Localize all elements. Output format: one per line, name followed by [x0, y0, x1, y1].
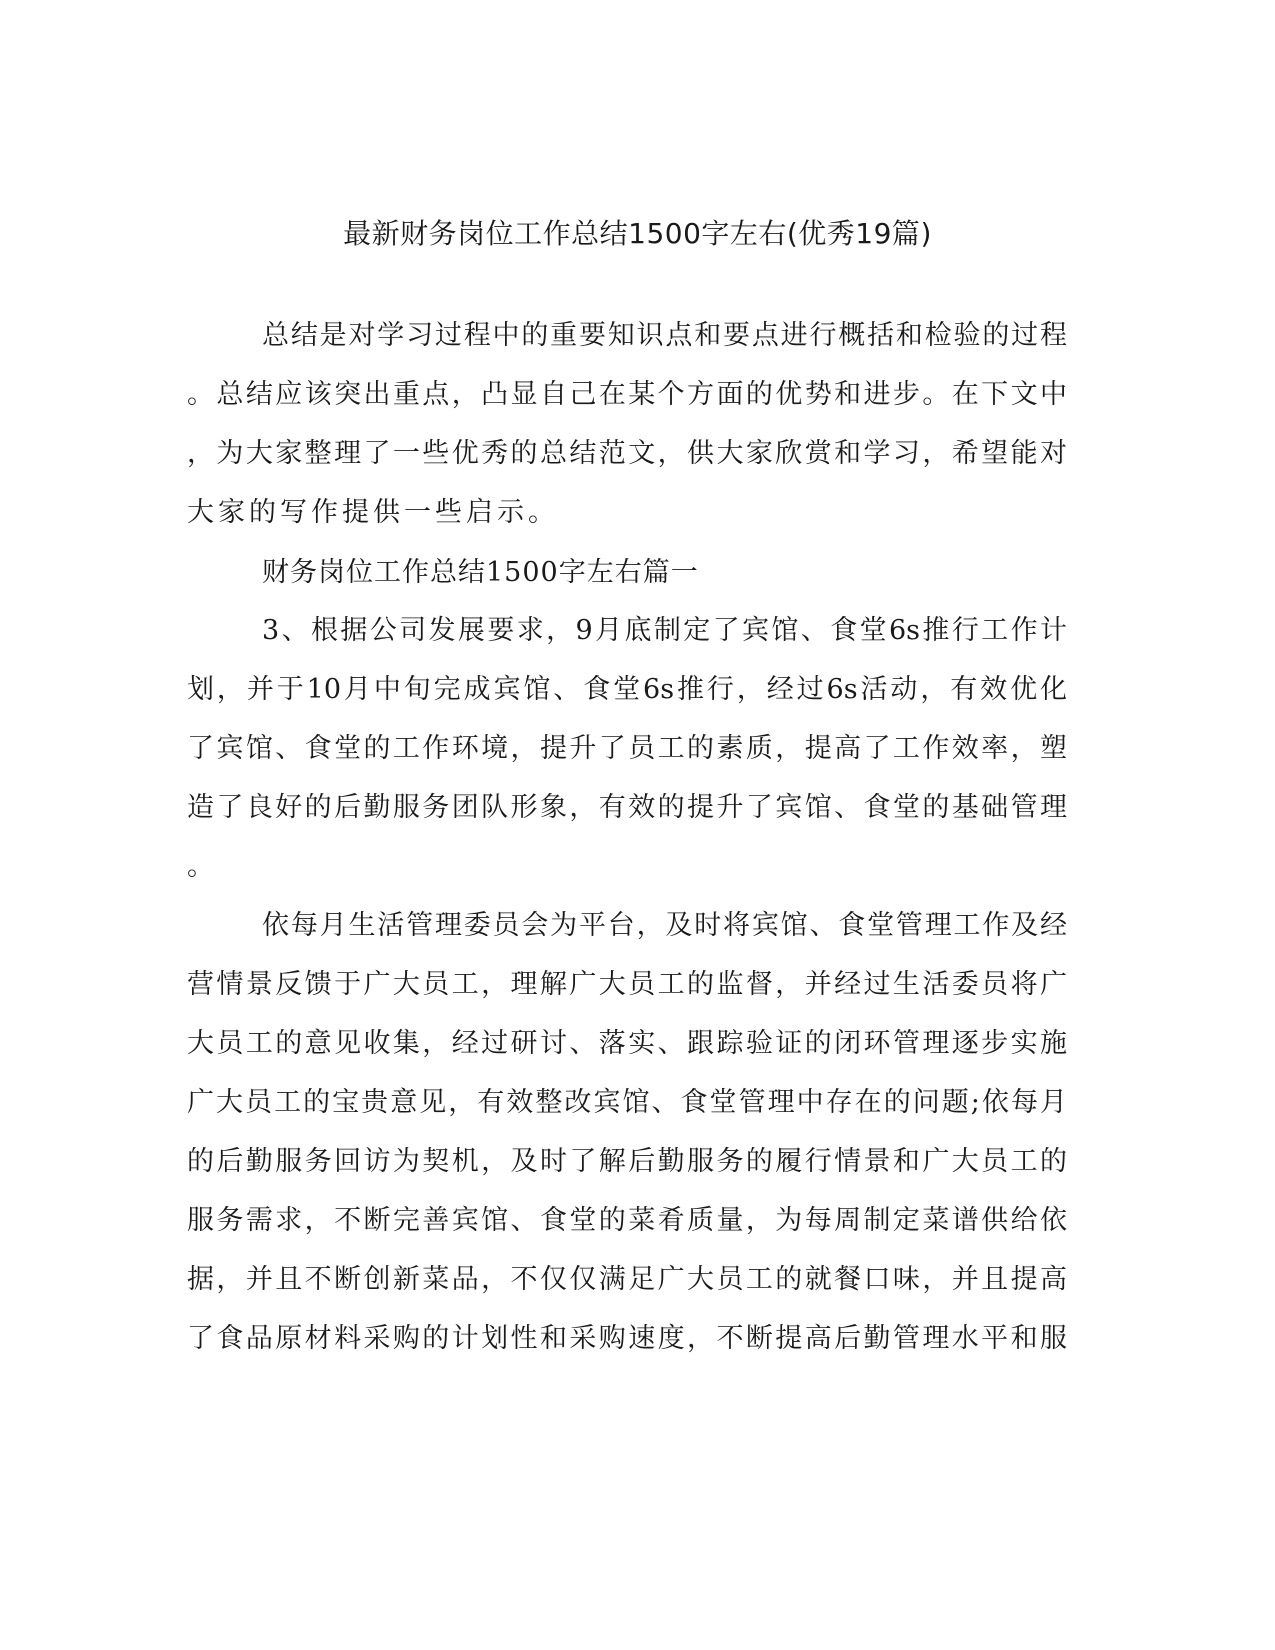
paragraph-line: 了宾馆、食堂的工作环境，提升了员工的素质，提高了工作效率，塑: [187, 733, 1067, 764]
paragraph-line: 广大员工的宝贵意见，有效整改宾馆、食堂管理中存在的问题;依每月: [187, 1087, 1067, 1118]
paragraph-line: 的后勤服务回访为契机，及时了解后勤服务的履行情景和广大员工的: [187, 1146, 1067, 1177]
paragraph-line: 服务需求，不断完善宾馆、食堂的菜肴质量，为每周制定菜谱供给依: [187, 1205, 1067, 1236]
intro-line: 总结是对学习过程中的重要知识点和要点进行概括和检验的过程: [262, 320, 1067, 351]
paragraph-line: 营情景反馈于广大员工，理解广大员工的监督，并经过生活委员将广: [187, 969, 1067, 1000]
paragraph-line: 大员工的意见收集，经过研讨、落实、跟踪验证的闭环管理逐步实施: [187, 1028, 1067, 1059]
paragraph-line: 划，并于10月中旬完成宾馆、食堂6s推行，经过6s活动，有效优化: [187, 674, 1067, 705]
section-heading: 财务岗位工作总结1500字左右篇一: [262, 557, 699, 588]
paragraph-line: 依每月生活管理委员会为平台，及时将宾馆、食堂管理工作及经: [262, 910, 1067, 941]
intro-line: 。总结应该突出重点，凸显自己在某个方面的优势和进步。在下文中: [187, 379, 1067, 410]
document-title: 最新财务岗位工作总结1500字左右(优秀19篇): [343, 217, 932, 250]
paragraph-line: 了食品原材料采购的计划性和采购速度，不断提高后勤管理水平和服: [187, 1323, 1067, 1354]
paragraph-line: 据，并且不断创新菜品，不仅仅满足广大员工的就餐口味，并且提高: [187, 1264, 1067, 1295]
intro-line: 大家的写作提供一些启示。: [187, 497, 559, 528]
intro-line: ，为大家整理了一些优秀的总结范文，供大家欣赏和学习，希望能对: [187, 438, 1067, 469]
paragraph-line: 。: [187, 851, 218, 882]
paragraph-line: 3、根据公司发展要求，9月底制定了宾馆、食堂6s推行工作计: [262, 615, 1067, 646]
paragraph-line: 造了良好的后勤服务团队形象，有效的提升了宾馆、食堂的基础管理: [187, 792, 1067, 823]
